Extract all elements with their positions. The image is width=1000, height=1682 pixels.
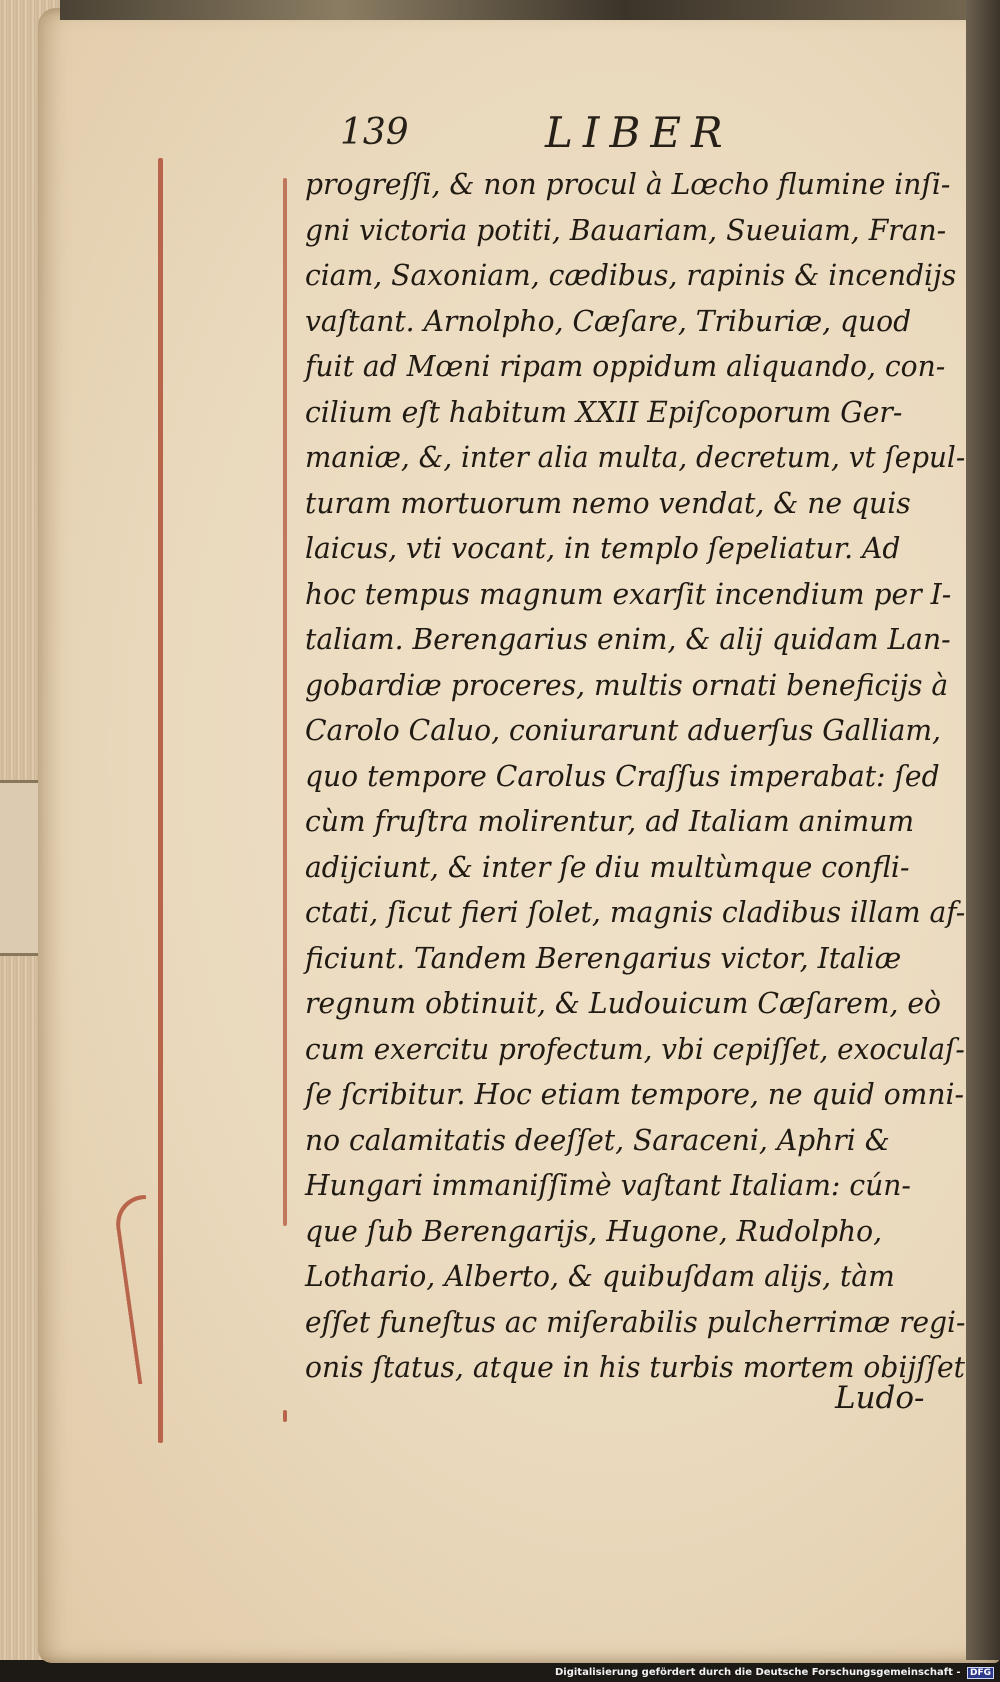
digitization-credit	[555, 1667, 994, 1679]
text-line: quo tempore Carolus Craſſus imperabat: ſed	[305, 758, 940, 793]
text-line: cum exercitu profectum, vbi cepiſſet, exoculaſ-	[305, 1031, 965, 1066]
running-head: LIBER	[545, 108, 733, 157]
text-line: taliam. Berengarius enim, & alij quidam Lan-	[305, 622, 951, 656]
body-text	[305, 162, 985, 1391]
folio-number: 139	[340, 112, 409, 153]
text-line: Lothario, Alberto, & quibuſdam alijs, tàm	[305, 1259, 895, 1293]
text-line: ſe ſcribitur. Hoc etiam tempore, ne quid omni-	[305, 1077, 965, 1111]
text-line: maniæ, &, inter alia multa, decretum, vt ſepul-	[305, 440, 966, 474]
text-line: gni victoria potiti, Bauariam, Sueuiam, Fran-	[305, 212, 947, 247]
text-line: ciam, Saxoniam, cædibus, rapinis & incendijs	[305, 258, 957, 292]
text-line: ficiunt. Tandem Berengarius victor, Italiæ	[305, 940, 902, 975]
text-line: progreſſi, & non procul à Lœcho flumine inſi-	[305, 167, 951, 201]
text-line: laicus, vti vocant, in templo ſepeliatur. Ad	[305, 531, 901, 565]
margin-rule-outer	[158, 158, 163, 1443]
dfg-logo: DFG	[967, 1667, 994, 1679]
text-line: hoc tempus magnum exarſit incendium per I-	[305, 576, 952, 611]
text-line: que ſub Berengarijs, Hugone, Rudolpho,	[305, 1213, 883, 1248]
credit-text: Digitalisierung gefördert durch die Deutsche Forschungsgemeinschaft -	[554, 1667, 961, 1678]
text-line: cilium eſt habitum XXII Epiſcoporum Ger-	[305, 394, 903, 429]
top-background-strip	[60, 0, 1000, 20]
text-line: fuit ad Mœni ripam oppidum aliquando, con-	[305, 349, 946, 383]
text-line: gobardiæ proceres, multis ornati beneficijs à	[305, 667, 949, 702]
text-line: cùm fruſtra molirentur, ad Italiam animum	[305, 804, 915, 838]
text-line: vaſtant. Arnolpho, Cæſare, Triburiæ, quod	[305, 303, 912, 338]
text-line: Hungari immaniſſimè vaſtant Italiam: cún-	[305, 1168, 911, 1202]
text-line: no calamitatis deeſſet, Saraceni, Aphri &	[305, 1122, 890, 1157]
text-line: turam mortuorum nemo vendat, & ne quis	[305, 485, 911, 520]
catchword: Ludo-	[835, 1380, 925, 1416]
text-line: onis ſtatus, atque in his turbis mortem obijſſet	[305, 1350, 965, 1384]
text-line: ctati, ſicut fieri ſolet, magnis cladibus illam af-	[305, 895, 966, 929]
text-line: regnum obtinuit, & Ludouicum Cæſarem, eò	[305, 986, 941, 1020]
page-header	[0, 108, 1000, 168]
text-line: eſſet funeſtus ac miſerabilis pulcherrimæ regi-	[305, 1304, 966, 1339]
margin-rule-inner	[283, 178, 287, 1226]
margin-rule-mark	[283, 1410, 287, 1422]
text-line: Carolo Caluo, coniurarunt aduerſus Galliam,	[305, 713, 942, 747]
text-line: adijciunt, & inter ſe diu multùmque confli-	[305, 849, 910, 884]
